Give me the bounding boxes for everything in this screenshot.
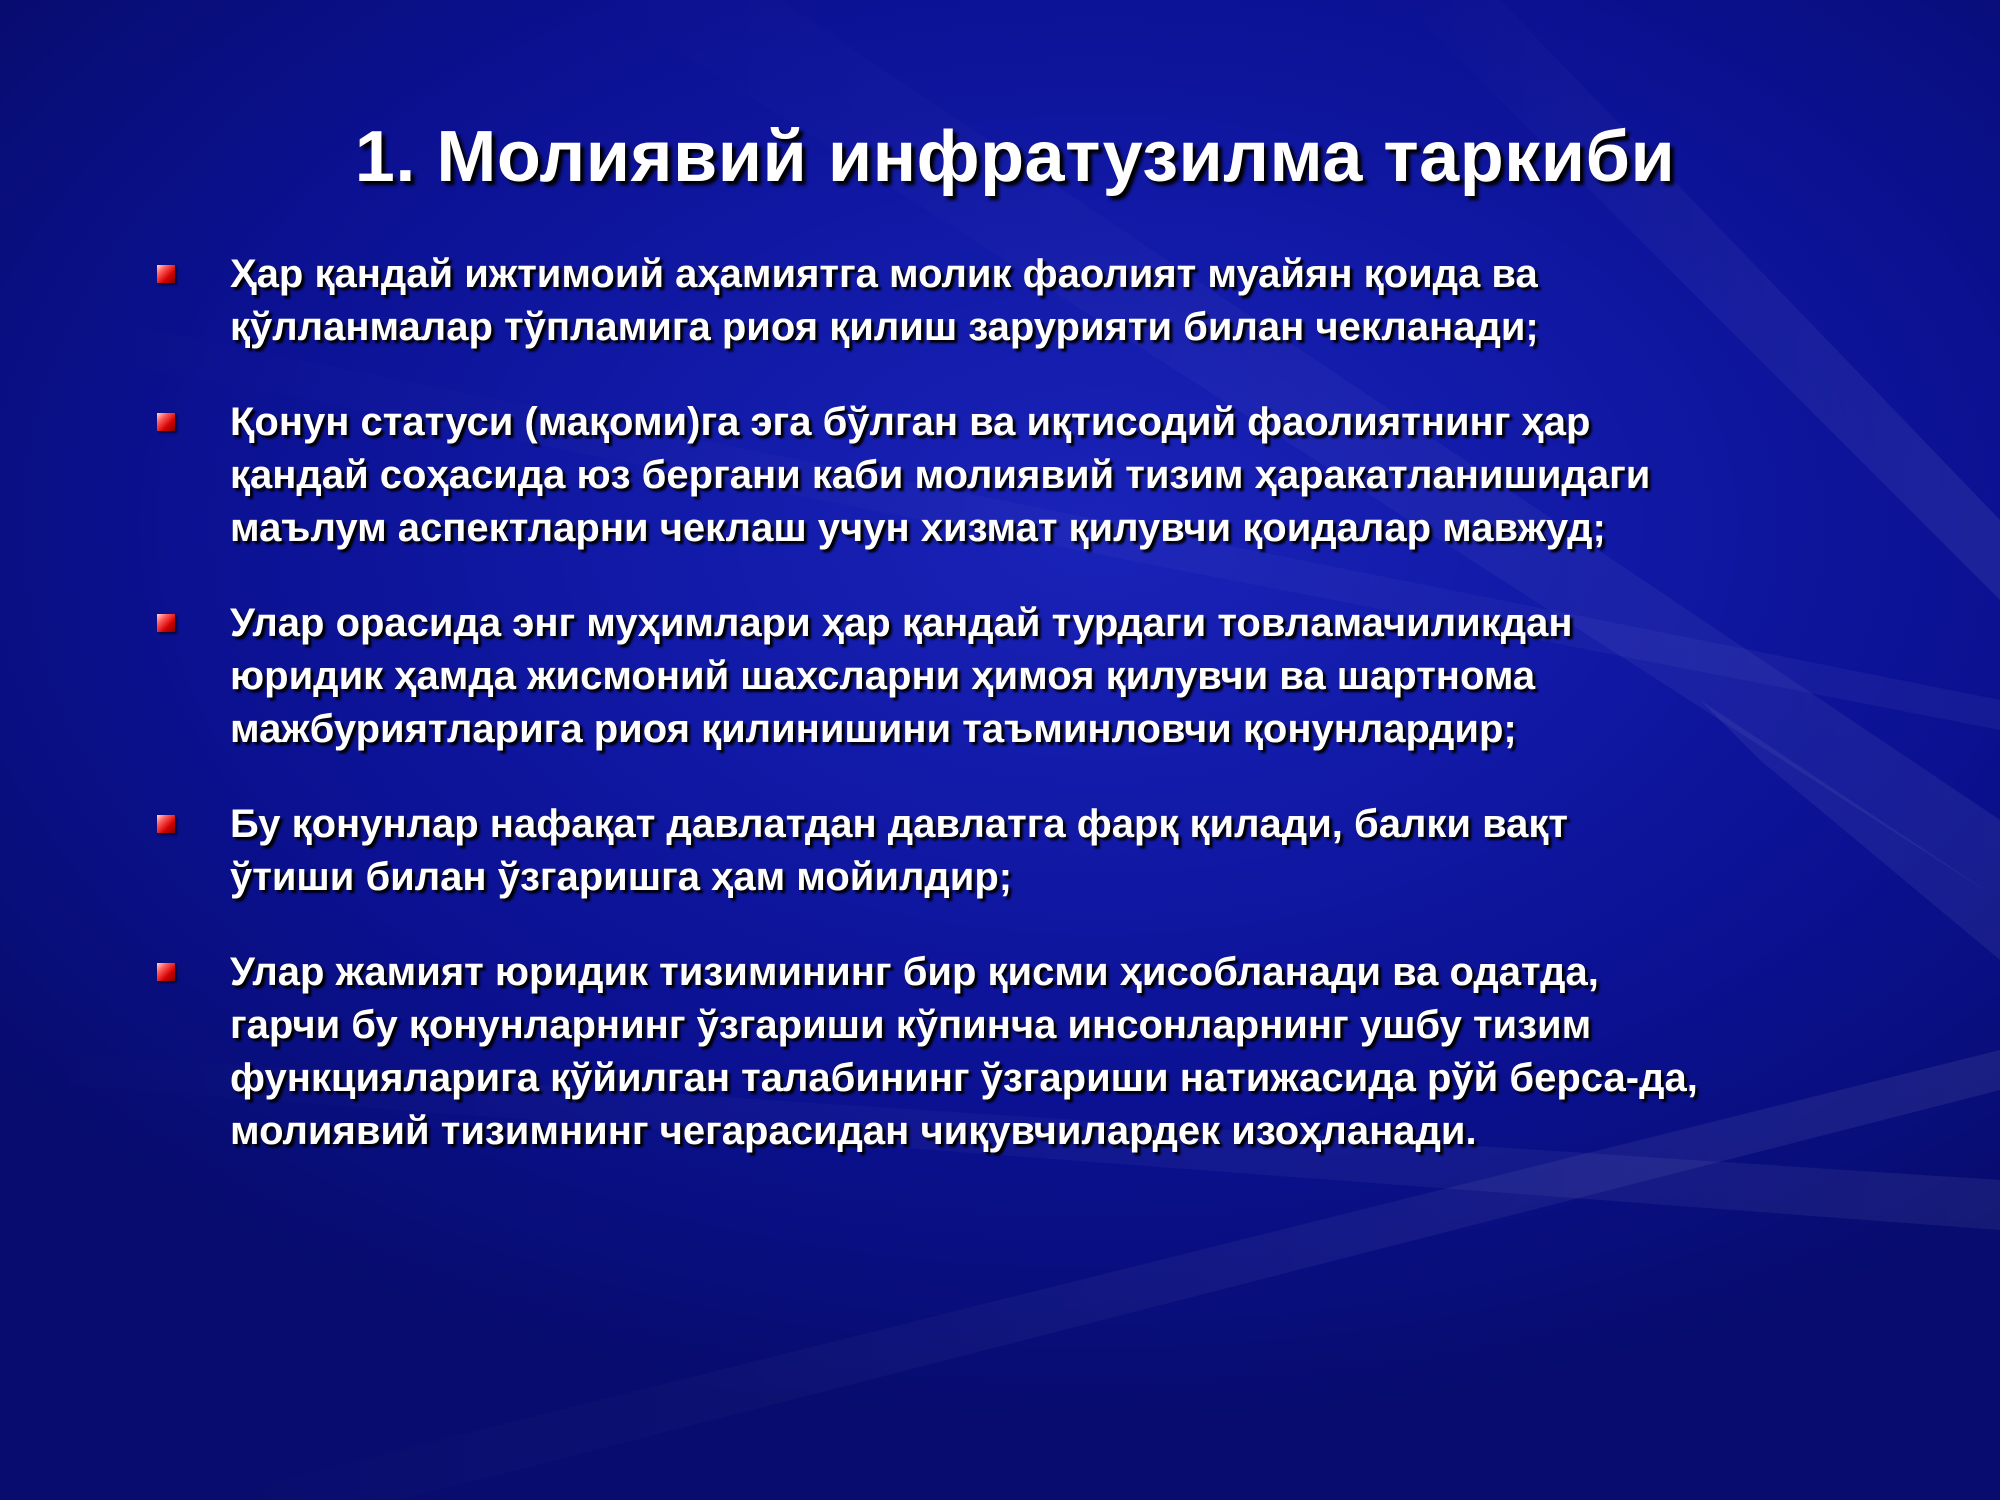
bullet-square-icon xyxy=(157,815,175,833)
bullet-square-icon xyxy=(157,265,175,283)
list-item xyxy=(150,798,1870,904)
bullet-text: Улар жамият юридик тизимининг бир қисми ҳисобланади ва одатда, гарчи бу қонунларнинг ўзгариши кўпинча инсонларнинг ушбу тизим функцияларига қўйилган талабининг ўзгариши натижасида рўй берса-да, молиявий тизимнинг чегарасидан чиқувчилардек изоҳланади. xyxy=(230,950,1698,1153)
list-item xyxy=(150,248,1870,354)
bullet-text: Бу қонунлар нафақат давлатдан давлатга фарқ қилади, балки вақт ўтиши билан ўзгаришга ҳам мойилдир; xyxy=(230,802,1569,899)
bullet-square-icon xyxy=(157,413,175,431)
bullet-square-icon xyxy=(157,963,175,981)
list-item xyxy=(150,597,1870,756)
bullet-text: Ҳар қандай ижтимоий аҳамиятга молик фаолият муайян қоида ва қўлланмалар тўпламига риоя қилиш зарурияти билан чекланади; xyxy=(230,252,1539,349)
slide-title: 1. Молиявий инфратузилма таркиби xyxy=(354,117,1676,197)
bullet-square-icon xyxy=(157,614,175,632)
bullet-text: Қонун статуси (мақоми)га эга бўлган ва иқтисодий фаолиятнинг ҳар қандай соҳасида юз бергани каби молиявий тизим ҳаракатланишидаги маълум аспектларни чеклаш учун хизмат қилувчи қоидалар мавжуд; xyxy=(230,400,1651,550)
list-item xyxy=(150,946,1870,1158)
bullet-text: Улар орасида энг муҳимлари ҳар қандай турдаги товламачиликдан юридик ҳамда жисмоний шахсларни ҳимоя қилувчи ва шартнома мажбуриятларига риоя қилинишини таъминловчи қонунлардир; xyxy=(230,601,1573,751)
list-item xyxy=(150,396,1870,555)
bullet-list xyxy=(150,248,1870,1158)
